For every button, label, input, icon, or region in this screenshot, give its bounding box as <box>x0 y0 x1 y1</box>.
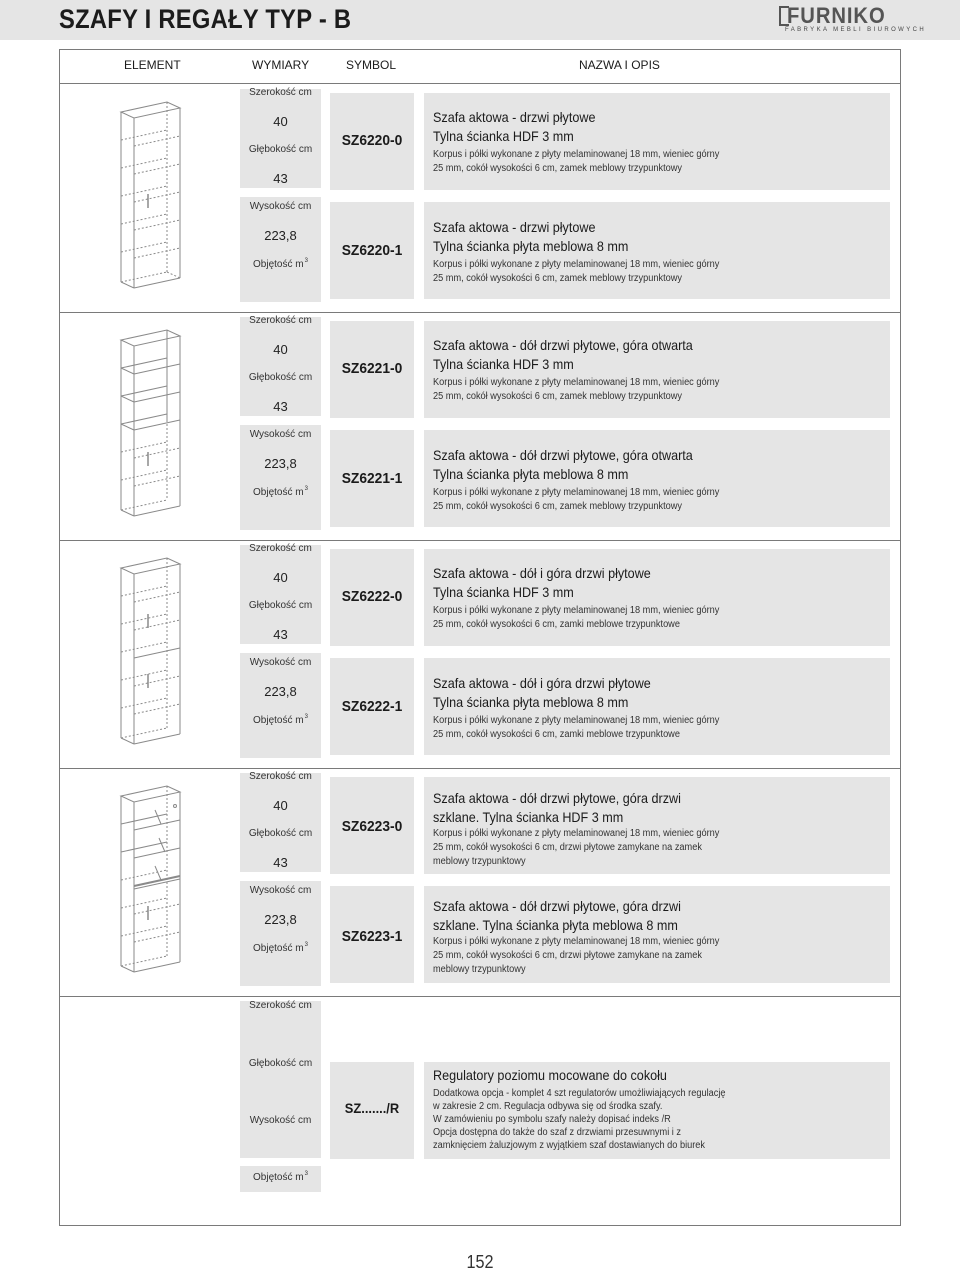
product-name: Szafa aktowa - dół i góra drzwi płytowe <box>433 565 651 581</box>
product-details: Korpus i półki wykonane z płyty melaminowanej 18 mm, wieniec górny <box>433 715 720 726</box>
depth-value: 43 <box>273 627 288 642</box>
logo-name: FURNIKO <box>787 3 886 28</box>
height-value: 223,8 <box>264 684 297 699</box>
height-value: 223,8 <box>264 228 297 243</box>
product-name: Szafa aktowa - dół i góra drzwi płytowe <box>433 675 651 691</box>
height-value: 223,8 <box>264 912 297 927</box>
depth-label: Głębokość cm <box>248 828 313 839</box>
dimensions-panel <box>240 1001 321 1158</box>
accessory-details: Opcja dostępna do także do szaf z drzwiami przesuwnymi i z <box>433 1127 681 1138</box>
product-name: Szafa aktowa - dół drzwi płytowe, góra drzwi <box>433 790 681 806</box>
dimensions-panel <box>240 425 321 530</box>
product-details: Korpus i półki wykonane z płyty melaminowanej 18 mm, wieniec górny <box>433 377 720 388</box>
column-header-nazwa: NAZWA I OPIS <box>579 58 660 72</box>
dimensions-panel <box>240 197 321 302</box>
cabinet-drawing-sz6220 <box>115 96 185 301</box>
width-label: Szerokość cm <box>249 315 312 326</box>
product-back-panel: szklane. Tylna ścianka płyta meblowa 8 mm <box>433 917 678 933</box>
header-divider <box>59 83 901 84</box>
width-value: 40 <box>273 798 288 813</box>
width-label: Szerokość cm <box>249 771 312 782</box>
product-details: 25 mm, cokół wysokości 6 cm, drzwi płytowe zamykane na zamek <box>433 950 702 961</box>
width-label: Szerokość cm <box>249 87 312 98</box>
product-symbol: SZ......./R <box>344 1100 400 1116</box>
product-back-panel: szklane. Tylna ścianka HDF 3 mm <box>433 809 624 825</box>
depth-label: Głębokość cm <box>248 1058 313 1069</box>
product-symbol: SZ6222-0 <box>341 588 403 605</box>
accessory-details: w zakresie 2 cm. Regulacja odbywa się od środka szafy. <box>433 1101 663 1112</box>
product-details: Korpus i półki wykonane z płyty melaminowanej 18 mm, wieniec górny <box>433 149 720 160</box>
product-back-panel: Tylna ścianka HDF 3 mm <box>433 584 574 600</box>
volume-label: Objętość $m^3$ <box>253 714 308 726</box>
product-name: Szafa aktowa - dół drzwi płytowe, góra otwarta <box>433 447 693 463</box>
height-label: Wysokość cm <box>249 657 312 668</box>
width-value: 40 <box>273 114 288 129</box>
depth-label: Głębokość cm <box>248 600 313 611</box>
accessory-details: zamknięciem żaluzjowym z wyjątkiem szaf dostawianych do biurek <box>433 1140 706 1151</box>
depth-value: 43 <box>273 171 288 186</box>
dimensions-panel <box>240 653 321 758</box>
cabinet-drawing-sz6223 <box>115 780 185 985</box>
page-header <box>0 0 960 40</box>
product-name: Szafa aktowa - drzwi płytowe <box>433 109 596 125</box>
product-symbol: SZ6223-0 <box>341 818 403 835</box>
height-label: Wysokość cm <box>249 885 312 896</box>
depth-value: 43 <box>273 855 288 870</box>
product-name: Szafa aktowa - drzwi płytowe <box>433 219 596 235</box>
product-details: 25 mm, cokół wysokości 6 cm, zamek meblowy trzypunktowy <box>433 273 682 284</box>
product-back-panel: Tylna ścianka HDF 3 mm <box>433 128 574 144</box>
row-divider <box>59 996 901 997</box>
height-label: Wysokość cm <box>249 201 312 212</box>
accessory-name: Regulatory poziomu mocowane do cokołu <box>433 1067 667 1083</box>
cabinet-drawing-sz6221 <box>115 324 185 529</box>
accessory-details: Dodatkowa opcja - komplet 4 szt regulatorów umożliwiających regulację <box>433 1088 726 1099</box>
volume-label: Objętość $m^3$ <box>253 942 308 954</box>
product-details: Korpus i półki wykonane z płyty melaminowanej 18 mm, wieniec górny <box>433 605 720 616</box>
product-back-panel: Tylna ścianka płyta meblowa 8 mm <box>433 466 629 482</box>
depth-label: Głębokość cm <box>248 372 313 383</box>
depth-value: 43 <box>273 399 288 414</box>
product-name: Szafa aktowa - dół drzwi płytowe, góra drzwi <box>433 898 681 914</box>
volume-label: Objętość $m^3$ <box>253 486 308 498</box>
row-divider <box>59 768 901 769</box>
column-header-wymiary: WYMIARY <box>252 58 310 72</box>
product-details: Korpus i półki wykonane z płyty melaminowanej 18 mm, wieniec górny <box>433 259 720 270</box>
column-header-symbol: SYMBOL <box>346 58 397 72</box>
page-number: 152 <box>466 1252 494 1272</box>
width-value: 40 <box>273 342 288 357</box>
height-label: Wysokość cm <box>249 429 312 440</box>
cabinet-drawing-sz6222 <box>115 552 185 757</box>
volume-label: Objętość $m^3$ <box>253 258 308 270</box>
product-symbol: SZ6222-1 <box>341 698 403 715</box>
product-back-panel: Tylna ścianka HDF 3 mm <box>433 356 574 372</box>
product-back-panel: Tylna ścianka płyta meblowa 8 mm <box>433 238 629 254</box>
product-details: 25 mm, cokół wysokości 6 cm, zamek meblowy trzypunktowy <box>433 501 682 512</box>
product-details: Korpus i półki wykonane z płyty melaminowanej 18 mm, wieniec górny <box>433 487 720 498</box>
product-details: 25 mm, cokół wysokości 6 cm, zamek meblowy trzypunktowy <box>433 391 682 402</box>
product-details: Korpus i półki wykonane z płyty melaminowanej 18 mm, wieniec górny <box>433 936 720 947</box>
product-symbol: SZ6221-1 <box>341 470 403 487</box>
logo-subtitle: FABRYKA MEBLI BIUROWYCH <box>785 27 927 33</box>
row-divider <box>59 540 901 541</box>
product-details: 25 mm, cokół wysokości 6 cm, zamki meblowe trzypunktowe <box>433 619 680 630</box>
product-symbol: SZ6223-1 <box>341 928 403 945</box>
product-details: meblowy trzypunktowy <box>433 856 526 867</box>
product-details: 25 mm, cokół wysokości 6 cm, zamek meblowy trzypunktowy <box>433 163 682 174</box>
product-name: Szafa aktowa - dół drzwi płytowe, góra otwarta <box>433 337 693 353</box>
product-back-panel: Tylna ścianka płyta meblowa 8 mm <box>433 694 629 710</box>
width-value: 40 <box>273 570 288 585</box>
depth-label: Głębokość cm <box>248 144 313 155</box>
height-label: Wysokość cm <box>249 1115 312 1126</box>
column-header-element: ELEMENT <box>124 58 181 72</box>
volume-label: Objętość $m^3$ <box>253 1171 308 1183</box>
product-symbol: SZ6220-0 <box>341 132 403 149</box>
product-symbol: SZ6221-0 <box>341 360 403 377</box>
product-details: meblowy trzypunktowy <box>433 964 526 975</box>
product-details: 25 mm, cokół wysokości 6 cm, zamki meblowe trzypunktowe <box>433 729 680 740</box>
product-details: Korpus i półki wykonane z płyty melaminowanej 18 mm, wieniec górny <box>433 828 720 839</box>
accessory-details: W zamówieniu po symbolu szafy należy dopisać indeks /R <box>433 1114 671 1125</box>
dimensions-panel <box>240 881 321 986</box>
page-title: SZAFY I REGAŁY TYP - B <box>59 4 352 34</box>
height-value: 223,8 <box>264 456 297 471</box>
width-label: Szerokość cm <box>249 1000 312 1011</box>
furniko-logo <box>779 3 927 36</box>
product-symbol: SZ6220-1 <box>341 242 403 259</box>
product-details: 25 mm, cokół wysokości 6 cm, drzwi płytowe zamykane na zamek <box>433 842 702 853</box>
row-divider <box>59 312 901 313</box>
width-label: Szerokość cm <box>249 543 312 554</box>
